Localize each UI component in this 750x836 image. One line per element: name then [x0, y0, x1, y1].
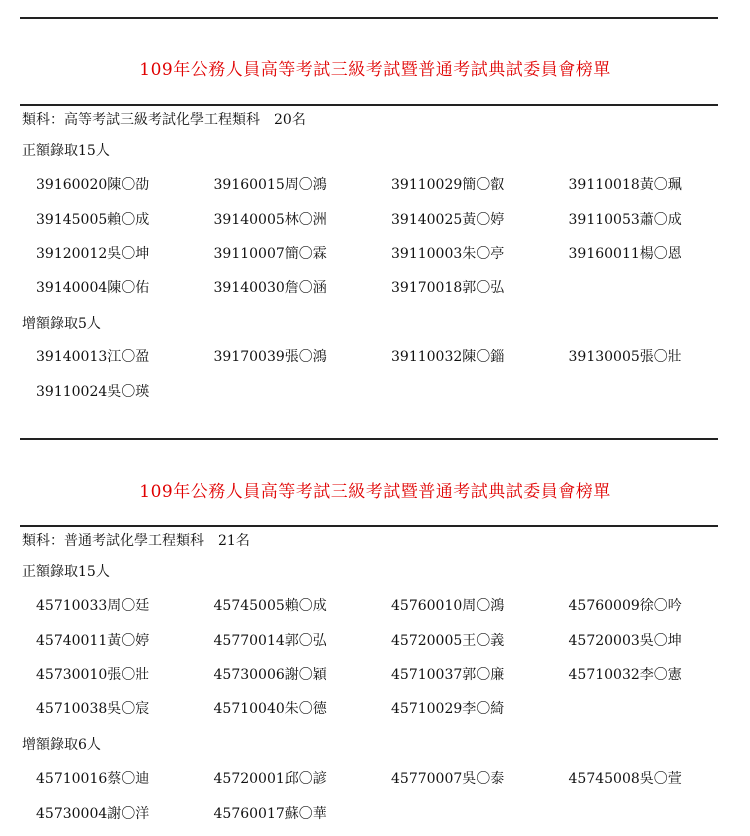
candidate-entry: 45710040朱〇德 [213, 701, 327, 718]
section-1-additional-heading: 增額錄取5人 [22, 316, 101, 332]
candidate-entry: 45710033周〇廷 [36, 598, 150, 615]
candidate-entry: 39110018黃〇珮 [568, 177, 682, 194]
section-2-top-rule [20, 438, 718, 440]
candidate-entry: 45730010張〇壯 [36, 666, 150, 683]
candidate-entry: 39140030詹〇涵 [213, 280, 327, 297]
section-1-regular-heading: 正額錄取15人 [22, 143, 110, 159]
candidate-entry: 45730004謝〇洋 [36, 805, 150, 822]
section-2-additional-list [36, 761, 748, 830]
section-2-header-rule [20, 525, 718, 527]
candidate-entry: 45710038吳〇宸 [36, 701, 150, 718]
candidate-entry: 39110032陳〇錙 [391, 349, 505, 366]
candidate-entry: 45710037郭〇廉 [391, 666, 505, 683]
candidate-row [36, 795, 748, 829]
candidate-row [36, 270, 748, 304]
section-2-additional-heading: 增額錄取6人 [22, 737, 101, 753]
section-1-category: 類科：高等考試三級考試化學工程類科 20名 [22, 112, 306, 128]
candidate-entry: 39140025黃〇婷 [391, 211, 505, 228]
section-1-header-rule [20, 104, 718, 106]
section-2-category: 類科：普通考試化學工程類科 21名 [22, 533, 250, 549]
candidate-entry: 45720005王〇義 [391, 632, 505, 649]
candidate-entry: 45760017蘇〇華 [213, 805, 327, 822]
candidate-row [36, 657, 748, 691]
candidate-entry: 39110003朱〇亭 [391, 245, 505, 262]
candidate-row [36, 167, 748, 201]
candidate-row [36, 622, 748, 656]
section-2-title: 109年公務人員高等考試三級考試暨普通考試典試委員會榜單 [139, 482, 611, 502]
section-2-regular-list [36, 588, 748, 726]
candidate-entry: 45710029李〇綺 [391, 701, 505, 718]
candidate-entry: 39110053蕭〇成 [568, 211, 682, 228]
candidate-row [36, 588, 748, 622]
candidate-row [36, 201, 748, 235]
candidate-entry: 39130005張〇壯 [568, 349, 682, 366]
candidate-entry: 45760009徐〇吟 [568, 598, 682, 615]
candidate-entry: 45740011黃〇婷 [36, 632, 150, 649]
candidate-entry: 39160015周〇鴻 [213, 177, 327, 194]
candidate-entry: 39110007簡〇霖 [213, 245, 327, 262]
section-1-regular-list [36, 167, 748, 305]
candidate-row [36, 339, 748, 373]
candidate-entry: 45745005賴〇成 [213, 598, 327, 615]
candidate-row [36, 236, 748, 270]
candidate-entry: 39140005林〇洲 [213, 211, 327, 228]
candidate-entry: 39160020陳〇劭 [36, 177, 150, 194]
candidate-entry: 39170018郭〇弘 [391, 280, 505, 297]
section-1-title: 109年公務人員高等考試三級考試暨普通考試典試委員會榜單 [139, 60, 611, 80]
candidate-entry: 39120012吳〇坤 [36, 245, 150, 262]
candidate-entry: 45745008吳〇萱 [568, 771, 682, 788]
section-1-additional-list [36, 339, 748, 408]
candidate-entry: 39145005賴〇成 [36, 211, 150, 228]
candidate-entry: 39110024吳〇瑛 [36, 383, 150, 400]
candidate-entry: 45770014郭〇弘 [213, 632, 327, 649]
section-2-regular-heading: 正額錄取15人 [22, 564, 110, 580]
candidate-entry: 39140004陳〇佑 [36, 280, 150, 297]
candidate-row [36, 691, 748, 725]
candidate-entry: 45760010周〇鴻 [391, 598, 505, 615]
candidate-entry: 45720003吳〇坤 [568, 632, 682, 649]
candidate-entry: 45720001邱〇諺 [213, 771, 327, 788]
candidate-entry: 45770007吳〇泰 [391, 771, 505, 788]
candidate-entry: 39140013江〇盈 [36, 349, 150, 366]
section-1-top-rule [20, 17, 718, 19]
candidate-row [36, 373, 748, 407]
candidate-row [36, 761, 748, 795]
candidate-entry: 39160011楊〇恩 [568, 245, 682, 262]
candidate-entry: 39110029簡〇叡 [391, 177, 505, 194]
candidate-entry: 45730006謝〇穎 [213, 666, 327, 683]
candidate-entry: 39170039張〇鴻 [213, 349, 327, 366]
candidate-entry: 45710032李〇憲 [568, 666, 682, 683]
candidate-entry: 45710016蔡〇迪 [36, 771, 150, 788]
